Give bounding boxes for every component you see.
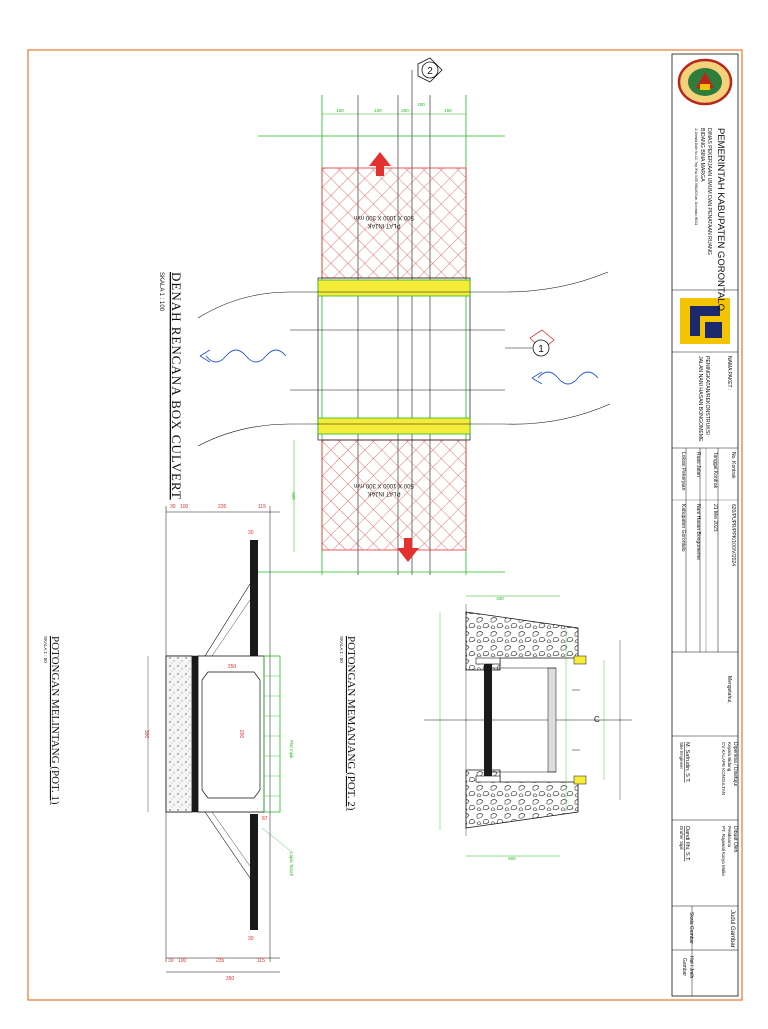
svg-text:Lapis Tanah: Lapis Tanah [289, 852, 294, 877]
svg-text:115: 115 [258, 504, 266, 510]
tanggal-value: 21 Mei 2023 [712, 504, 718, 532]
water-flow-right-icon [538, 372, 598, 384]
svg-text:300: 300 [143, 729, 149, 739]
dibuat-name: Dandi Ilhi, S.T. [684, 826, 690, 862]
pekerjaan-line1: PENINGKATAN/REKONSTRUKSI [704, 356, 710, 435]
diperiksa-role: Site Engineer [679, 742, 684, 770]
dept-line2: BIDANG BINA MARGA [699, 128, 705, 182]
svg-text:30: 30 [168, 958, 174, 964]
svg-text:150: 150 [444, 108, 452, 113]
plan-view [158, 58, 610, 575]
mengetahui-text: Mengetahui, [726, 676, 732, 704]
svg-text:100: 100 [178, 958, 187, 964]
kontrak-value: 620/PUPR/PPK/100/V/2024 [730, 504, 736, 566]
dept-line1: DINAS PEKERJAAN UMUM DAN PENATAAN RUANG [706, 128, 712, 255]
lokasi-label: Lokasi Pekerjaan [680, 452, 686, 491]
gov-title: PEMERINTAH KABUPATEN GORONTALO [715, 128, 726, 311]
section-marker-2 [412, 58, 442, 95]
svg-text:PLAT INJAK: PLAT INJAK [367, 490, 401, 496]
dibuat-line2: Pelaksana [727, 826, 732, 848]
long-section-scale: SKALA 1 : 50 [339, 636, 344, 663]
svg-text:100: 100 [417, 102, 425, 107]
svg-text:500 X 1000 X 300 mm: 500 X 1000 X 300 mm [354, 482, 414, 488]
culvert-head-wall [484, 662, 492, 778]
dibuat-line1: Dibuat Oleh [732, 826, 738, 853]
svg-text:PLAT INJAK: PLAT INJAK [367, 222, 401, 228]
lokasi-value: Kabupaten Gorontalo [680, 504, 686, 552]
pekerjaan-line2: JALAN NANI HASAN BONGOMEME [697, 356, 703, 442]
svg-text:600: 600 [508, 856, 516, 861]
plan-title: DENAH RENCANA BOX CULVERT [169, 272, 184, 500]
svg-text:500: 500 [291, 492, 296, 500]
kontrak-label: No. Kontrak [730, 452, 736, 479]
dibuat-line3: PT. Rajawali Karya Mulia [721, 826, 726, 876]
culvert-wall-top [318, 280, 470, 296]
centerline-symbol: C [594, 715, 600, 724]
hal-label: Hal / Jmlh [688, 956, 694, 979]
water-flow-left-icon [206, 350, 286, 362]
long-section-title: POTONGAN MEMANJANG (POT. 2) [345, 636, 357, 811]
plat-injak-slab-bottom [250, 814, 258, 930]
plan-dim-top [322, 102, 466, 114]
diperiksa-line3: CV KALAPE KONSULTAN [721, 742, 726, 796]
svg-text:100: 100 [374, 108, 382, 113]
diperiksa-name: M. Safrudin, S.T. [684, 742, 690, 783]
diperiksa-line1: Diperiksa / Disetujui [732, 742, 738, 787]
svg-text:30: 30 [248, 936, 254, 942]
ruas-label: Ruas Jalan [695, 452, 701, 478]
title-block [672, 54, 738, 996]
diperiksa-line2: Kepala Bidang [727, 742, 732, 772]
svg-text:250: 250 [401, 108, 409, 113]
government-seal-icon [679, 60, 731, 104]
cross-section-title: POTONGAN MELINTANG (POT. 1) [49, 636, 61, 805]
cross-section-scale: SKALA 1 : 50 [43, 636, 48, 663]
ruas-value: Nani Hasan Bongomeme [695, 504, 701, 560]
box-culvert-section [198, 656, 264, 812]
svg-text:30: 30 [170, 504, 176, 510]
svg-text:235: 235 [216, 958, 225, 964]
svg-text:87: 87 [262, 816, 268, 822]
hal-sub: Gambar [681, 958, 687, 977]
svg-text:100: 100 [180, 504, 189, 510]
culvert-wall-bottom [318, 418, 470, 434]
plat-injak-slab-top [250, 540, 258, 656]
svg-text:2: 2 [427, 66, 433, 77]
svg-text:400: 400 [496, 596, 504, 601]
cross-section [424, 596, 632, 861]
svg-text:1: 1 [538, 344, 544, 355]
culvert-plan-body [318, 278, 470, 440]
svg-text:200: 200 [238, 729, 244, 739]
base-concrete [166, 656, 192, 812]
svg-text:30: 30 [248, 530, 254, 536]
svg-text:150: 150 [336, 108, 344, 113]
svg-text:350: 350 [225, 976, 235, 982]
pekerjaan-label: NAMA PAKET : [726, 356, 732, 391]
svg-text:250: 250 [227, 664, 237, 670]
svg-text:Plat Injak: Plat Injak [289, 740, 294, 759]
svg-text:235: 235 [218, 504, 227, 510]
skala-label: Skala Gambar [688, 912, 694, 944]
judul-label: Judul Gambar : [729, 910, 735, 952]
svg-text:115: 115 [257, 958, 265, 964]
bottom-slab [192, 656, 198, 812]
dibuat-role: Drafter Sipil [679, 826, 684, 850]
svg-text:500 X 1000 X 300 mm: 500 X 1000 X 300 mm [354, 214, 414, 220]
plan-scale: SKALA 1 : 100 [158, 272, 164, 312]
long-section [43, 504, 357, 982]
tanggal-label: Tanggal Kontrak [712, 452, 718, 489]
section-marker-1 [505, 330, 554, 356]
address-text: Jl. Ahmad Dalie No.12, Telp./Fax 0435 881100 Kab. Gorontalo 96211 [694, 128, 698, 226]
